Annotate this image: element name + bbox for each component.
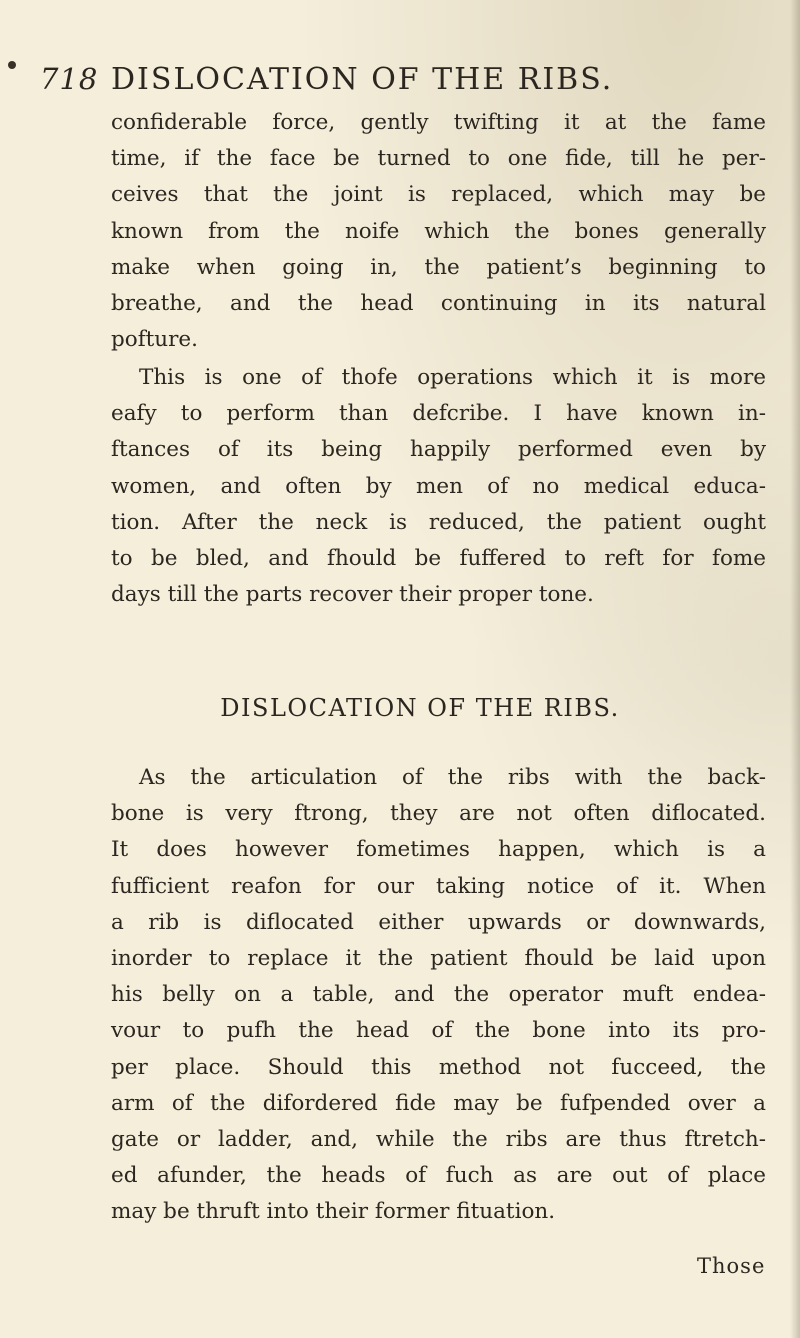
text-line: This is one of thofe operations which it is more (139, 365, 766, 390)
text-line: fufficient reafon for our taking notice of it. When (111, 873, 766, 899)
text-line: make when going in, the patient’s beginning to (111, 254, 766, 280)
paragraph-1 (111, 105, 766, 358)
text-line: known from the noife which the bones generally (111, 218, 766, 244)
text-line: It does however fometimes happen, which is a (111, 837, 766, 863)
text-line: breathe, and the head continuing in its natural (111, 291, 766, 317)
text-line: gate or ladder, and, while the ribs are thus ftretch- (111, 1127, 766, 1153)
text-line: his belly on a table, and the operator muft endea- (111, 982, 766, 1008)
paragraph-2 (111, 360, 766, 613)
text-line: pofture. (111, 327, 198, 353)
catchword: Those (697, 1254, 766, 1278)
page-header (0, 62, 800, 102)
text-line: a rib is diflocated either upwards or downwards, (111, 909, 766, 935)
text-line: bone is very ftrong, they are not often diflocated. (111, 801, 766, 827)
text-line: As the articulation of the ribs with the back- (139, 765, 766, 790)
text-line: ceives that the joint is replaced, which may be (111, 182, 766, 208)
text-line: eafy to perform than defcribe. I have known in- (111, 401, 766, 427)
running-title: DISLOCATION OF THE RIBS. (111, 62, 614, 97)
text-line: days till the parts recover their proper tone. (111, 582, 594, 608)
text-line: women, and often by men of no medical educa- (111, 473, 766, 499)
text-line: ed afunder, the heads of fuch as are out of place (111, 1163, 766, 1189)
text-line: vour to pufh the head of the bone into its pro- (111, 1018, 766, 1044)
text-line: confiderable force, gently twifting it at the fame (111, 110, 766, 135)
section-paragraph (111, 760, 766, 1231)
page-edge-shadow (790, 0, 800, 1338)
text-line: ftances of its being happily performed even by (111, 437, 766, 463)
text-line: arm of the difordered fide may be fufpended over a (111, 1090, 766, 1116)
text-line: to be bled, and fhould be fuffered to reft for fome (111, 546, 766, 572)
text-line: time, if the face be turned to one fide, till he per- (111, 146, 766, 172)
text-line: tion. After the neck is reduced, the patient ought (111, 509, 766, 535)
text-line: per place. Should this method not fucceed, the (111, 1054, 766, 1080)
text-line: may be thruft into their former fituation. (111, 1199, 556, 1225)
page-number: 718 (40, 62, 99, 96)
section-heading: DISLOCATION OF THE RIBS. (220, 694, 620, 722)
text-line: inorder to replace it the patient fhould be laid upon (111, 946, 766, 972)
